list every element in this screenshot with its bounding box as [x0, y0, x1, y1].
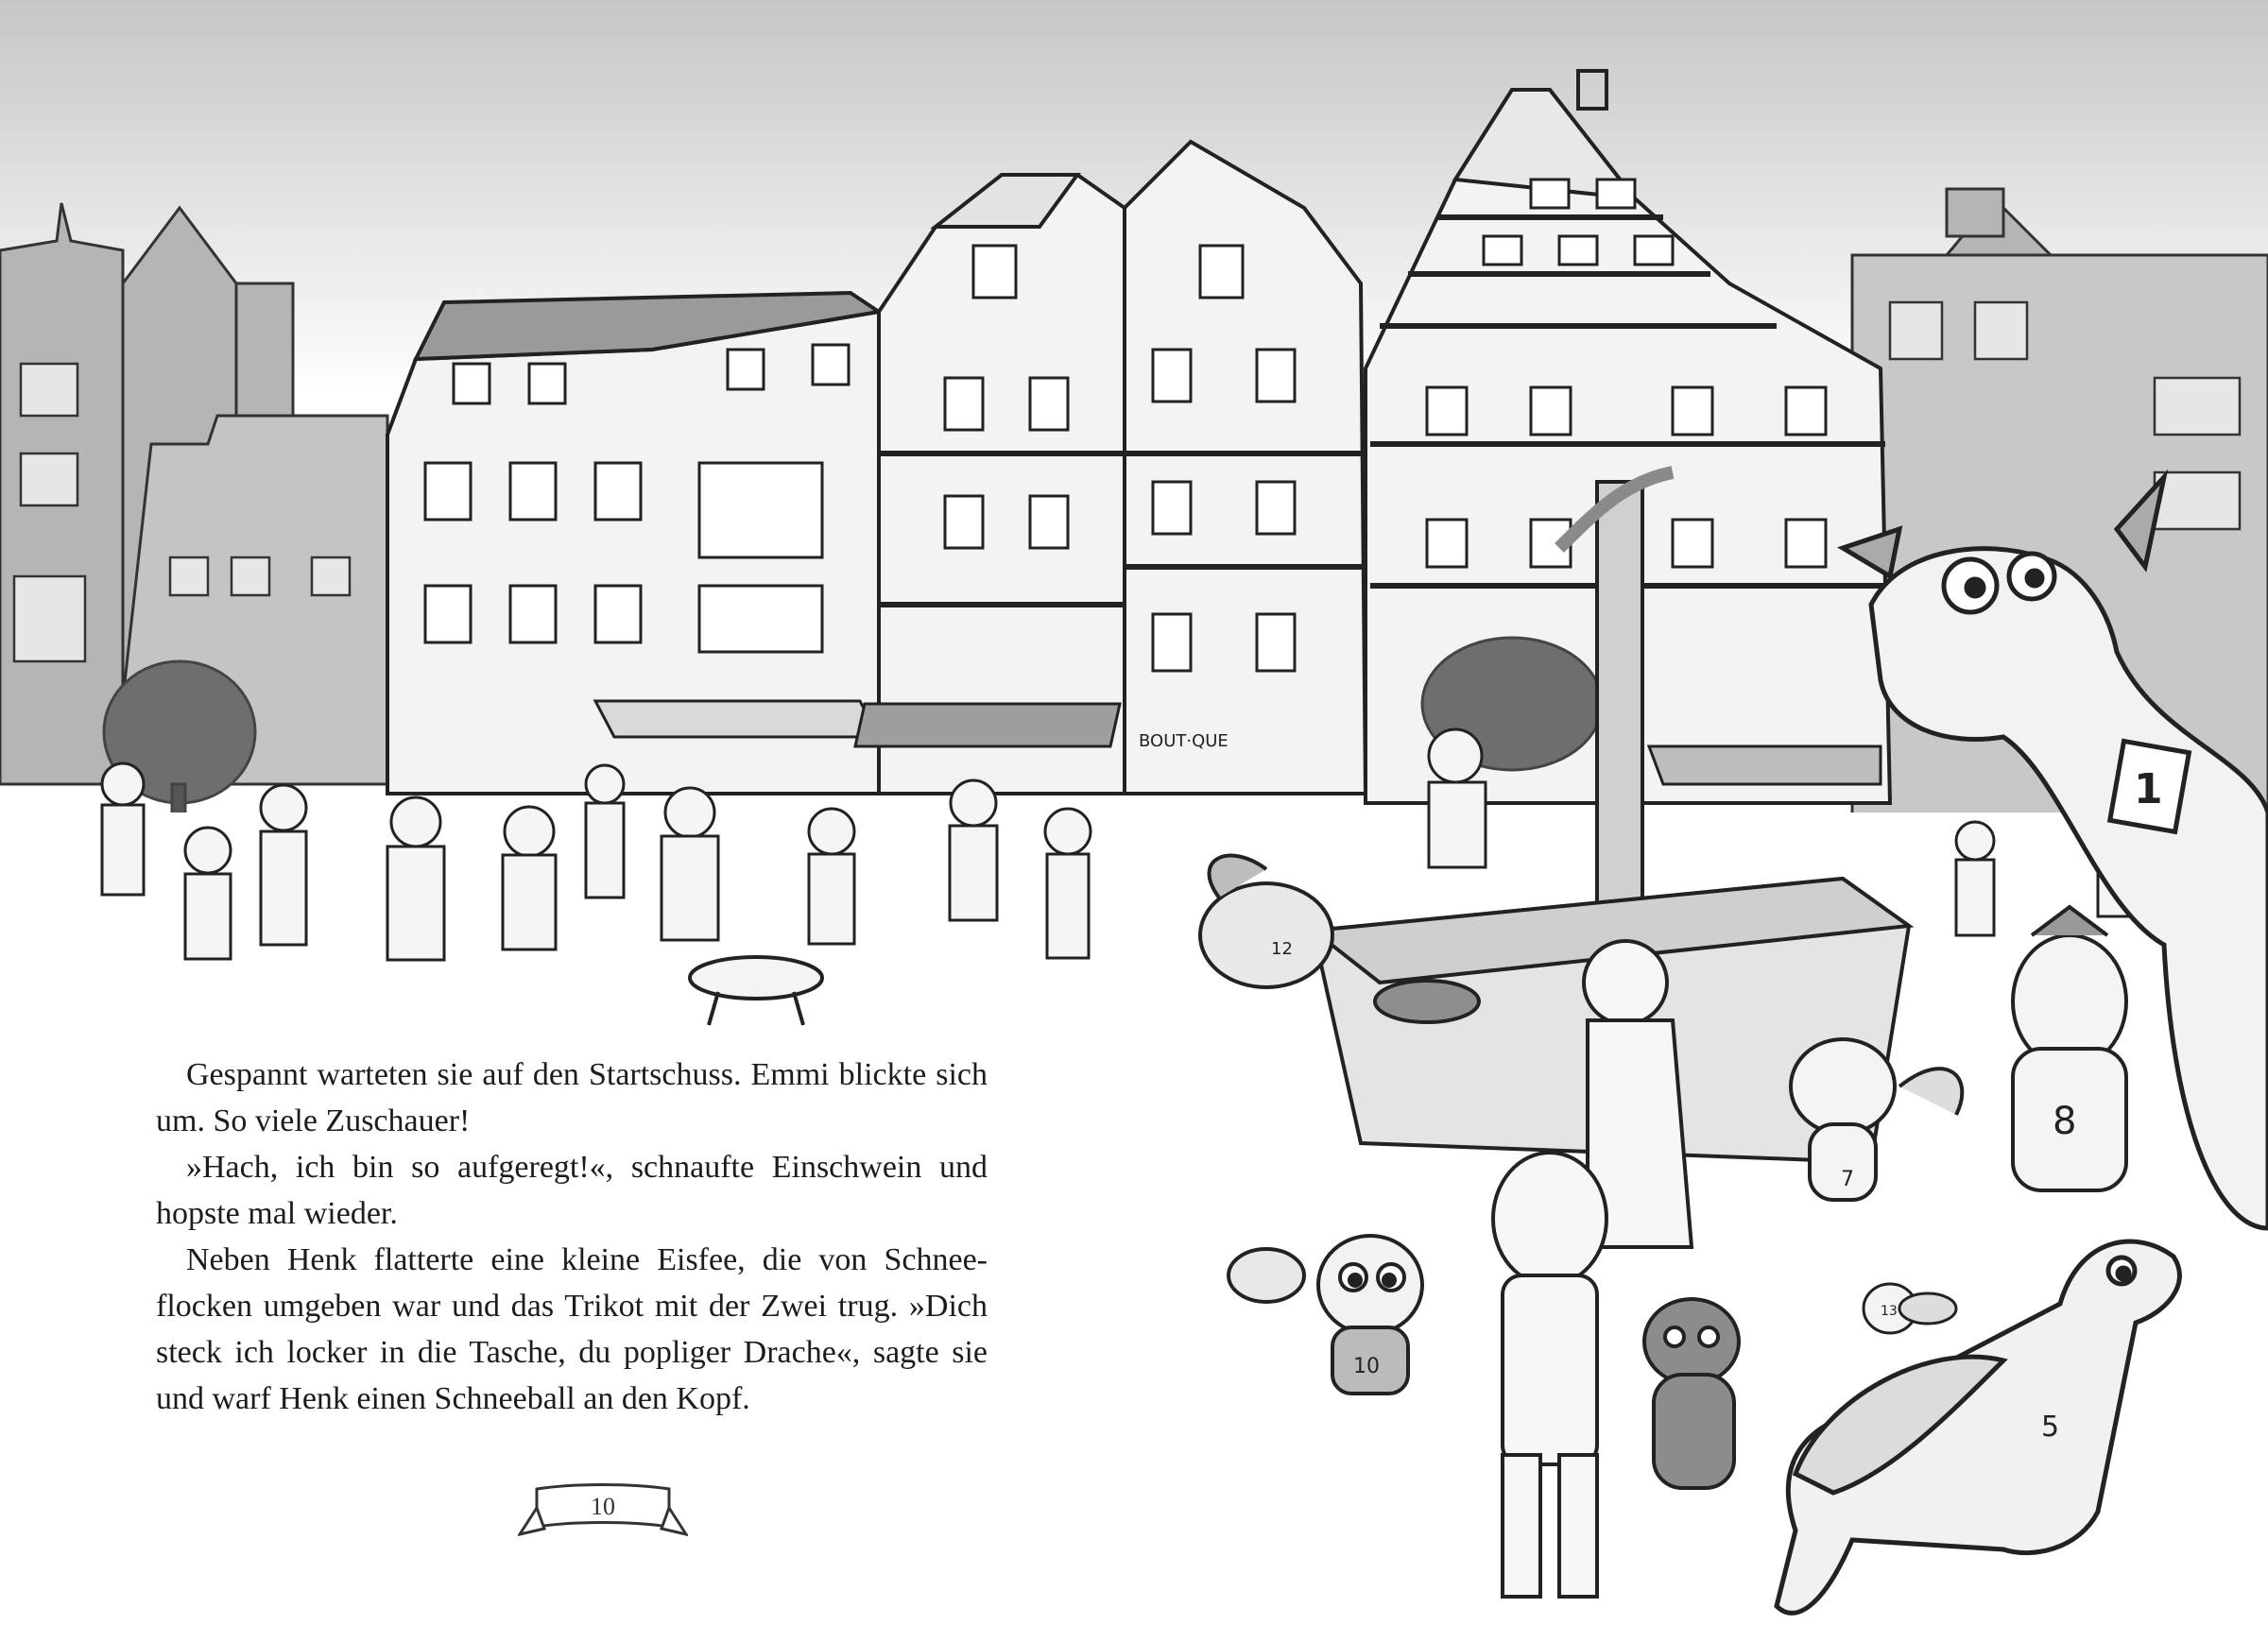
racer-number-10: 10 [1353, 1355, 1380, 1378]
story-paragraph: Gespannt warteten sie auf den Startschuss. Emmi blickte sich um. So viele Zuschauer! [156, 1057, 988, 1138]
page-number-banner [518, 1480, 688, 1549]
story-paragraph: Neben Henk flatterte eine kleine Eisfee, die von Schneeflocken umgeben war und das Trikot mit der Zwei trug. »Dich steck ich locker in die Tasche, du popliger Drache«, sagte sie und warf Henk einen Schneeball an den Kopf. [156, 1242, 988, 1416]
story-text [156, 1052, 988, 1422]
racer-number-12: 12 [1271, 939, 1293, 959]
racer-number-8: 8 [2053, 1100, 2077, 1143]
racer-number-7: 7 [1841, 1168, 1854, 1191]
racer-number-1: 1 [2134, 765, 2163, 813]
striped-cat [1644, 1299, 1739, 1488]
racer-number-13: 13 [1881, 1304, 1898, 1319]
shop-sign: BOUT·QUE [1139, 731, 1228, 751]
page-number: 10 [591, 1493, 615, 1520]
racer-number-5: 5 [2041, 1411, 2060, 1444]
story-paragraph: »Hach, ich bin so aufgeregt!«, schnaufte Einschwein und hopste mal wieder. [156, 1150, 988, 1231]
